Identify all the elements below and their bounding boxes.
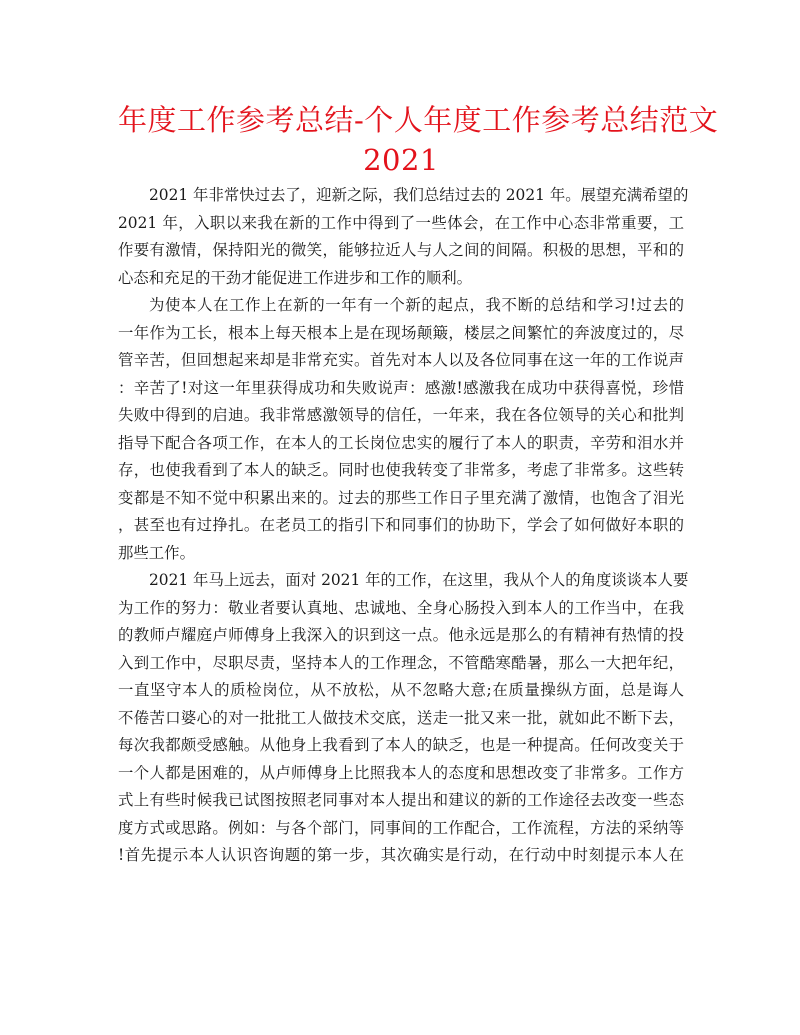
paragraph-line: ，甚至也有过挣扎。在老员工的指引下和同事们的协助下，学会了如何做好本职的 xyxy=(118,516,684,534)
paragraph-3 xyxy=(118,567,689,870)
paragraph-line: 失败中得到的启迪。我非常感激领导的信任，一年来，我在各位领导的关心和批判 xyxy=(118,406,684,424)
paragraph-line: 存，也使我看到了本人的缺乏。同时也使我转变了非常多，考虑了非常多。这些转 xyxy=(118,461,684,479)
paragraph-line: 度方式或思路。例如：与各个部门，同事间的工作配合，工作流程，方法的采纳等 xyxy=(118,818,684,837)
paragraph-line: 式上有些时候我已试图按照老同事对本人提出和建议的新的工作途径去改变一些态 xyxy=(118,791,684,809)
paragraph-line: 那些工作。 xyxy=(118,543,195,562)
paragraph-line: 管辛苦，但回想起来却是非常充实。首先对本人以及各位同事在这一年的工作说声 xyxy=(118,351,684,369)
paragraph-line: 一个人都是困难的，从卢师傅身上比照我本人的态度和思想改变了非常多。工作方 xyxy=(118,763,684,782)
paragraph-line: 作要有激情，保持阳光的微笑，能够拉近人与人之间的间隔。积极的思想，平和的 xyxy=(118,241,684,259)
paragraph-line: 指导下配合各项工作，在本人的工长岗位忠实的履行了本人的职责，辛劳和泪水并 xyxy=(118,433,684,452)
title-line-2: 2021 xyxy=(363,143,439,177)
title-line-1: 年度工作参考总结-个人年度工作参考总结范文 xyxy=(118,103,719,137)
paragraph-line: 变都是不知不觉中积累出来的。过去的那些工作日子里充满了激情，也饱含了泪光 xyxy=(118,488,684,507)
paragraph-line: 的教师卢耀庭卢师傅身上我深入的识到这一点。他永远是那么的有精神有热情的投 xyxy=(118,626,684,644)
paragraph-line: 不倦苦口婆心的对一批批工人做技术交底，送走一批又来一批，就如此不断下去， xyxy=(118,708,684,727)
paragraph-1 xyxy=(118,182,689,292)
paragraph-line: !首先提示本人认识咨询题的第一步，其次确实是行动，在行动中时刻提示本人在 xyxy=(118,846,684,864)
paragraph-line: 入到工作中，尽职尽责，坚持本人的工作理念，不管酷寒酷暑，那么一大把年纪， xyxy=(118,653,684,672)
paragraph-line: 为使本人在工作上在新的一年有一个新的起点，我不断的总结和学习!过去的 xyxy=(149,296,684,314)
paragraph-line: 2021 年马上远去，面对 2021 年的工作，在这里，我从个人的角度谈谈本人要 xyxy=(149,571,689,589)
paragraph-line: 每次我都颇受感触。从他身上我看到了本人的缺乏，也是一种提高。任何改变关于 xyxy=(118,736,684,754)
document-page xyxy=(118,100,719,870)
paragraph-line: 2021 年非常快过去了，迎新之际，我们总结过去的 2021 年。展望充满希望的 xyxy=(149,186,689,204)
paragraph-2 xyxy=(118,292,684,567)
paragraph-line: 2021 年，入职以来我在新的工作中得到了一些体会，在工作中心态非常重要，工 xyxy=(118,213,684,232)
paragraph-line: 心态和充足的干劲才能促进工作进步和工作的顺利。 xyxy=(118,268,472,287)
document-body xyxy=(118,182,689,870)
paragraph-line: 一年作为工长，根本上每天根本上是在现场颠簸，楼层之间繁忙的奔波度过的，尽 xyxy=(118,323,684,342)
paragraph-line: 为工作的努力：敬业者要认真地、忠诚地、全身心肠投入到本人的工作当中，在我 xyxy=(118,598,684,617)
document-title xyxy=(118,100,719,180)
paragraph-line: 一直坚守本人的质检岗位，从不放松，从不忽略大意;在质量操纵方面，总是诲人 xyxy=(118,681,684,699)
paragraph-line: ：辛苦了!对这一年里获得成功和失败说声：感激!感激我在成功中获得喜悦，珍惜 xyxy=(118,378,684,397)
